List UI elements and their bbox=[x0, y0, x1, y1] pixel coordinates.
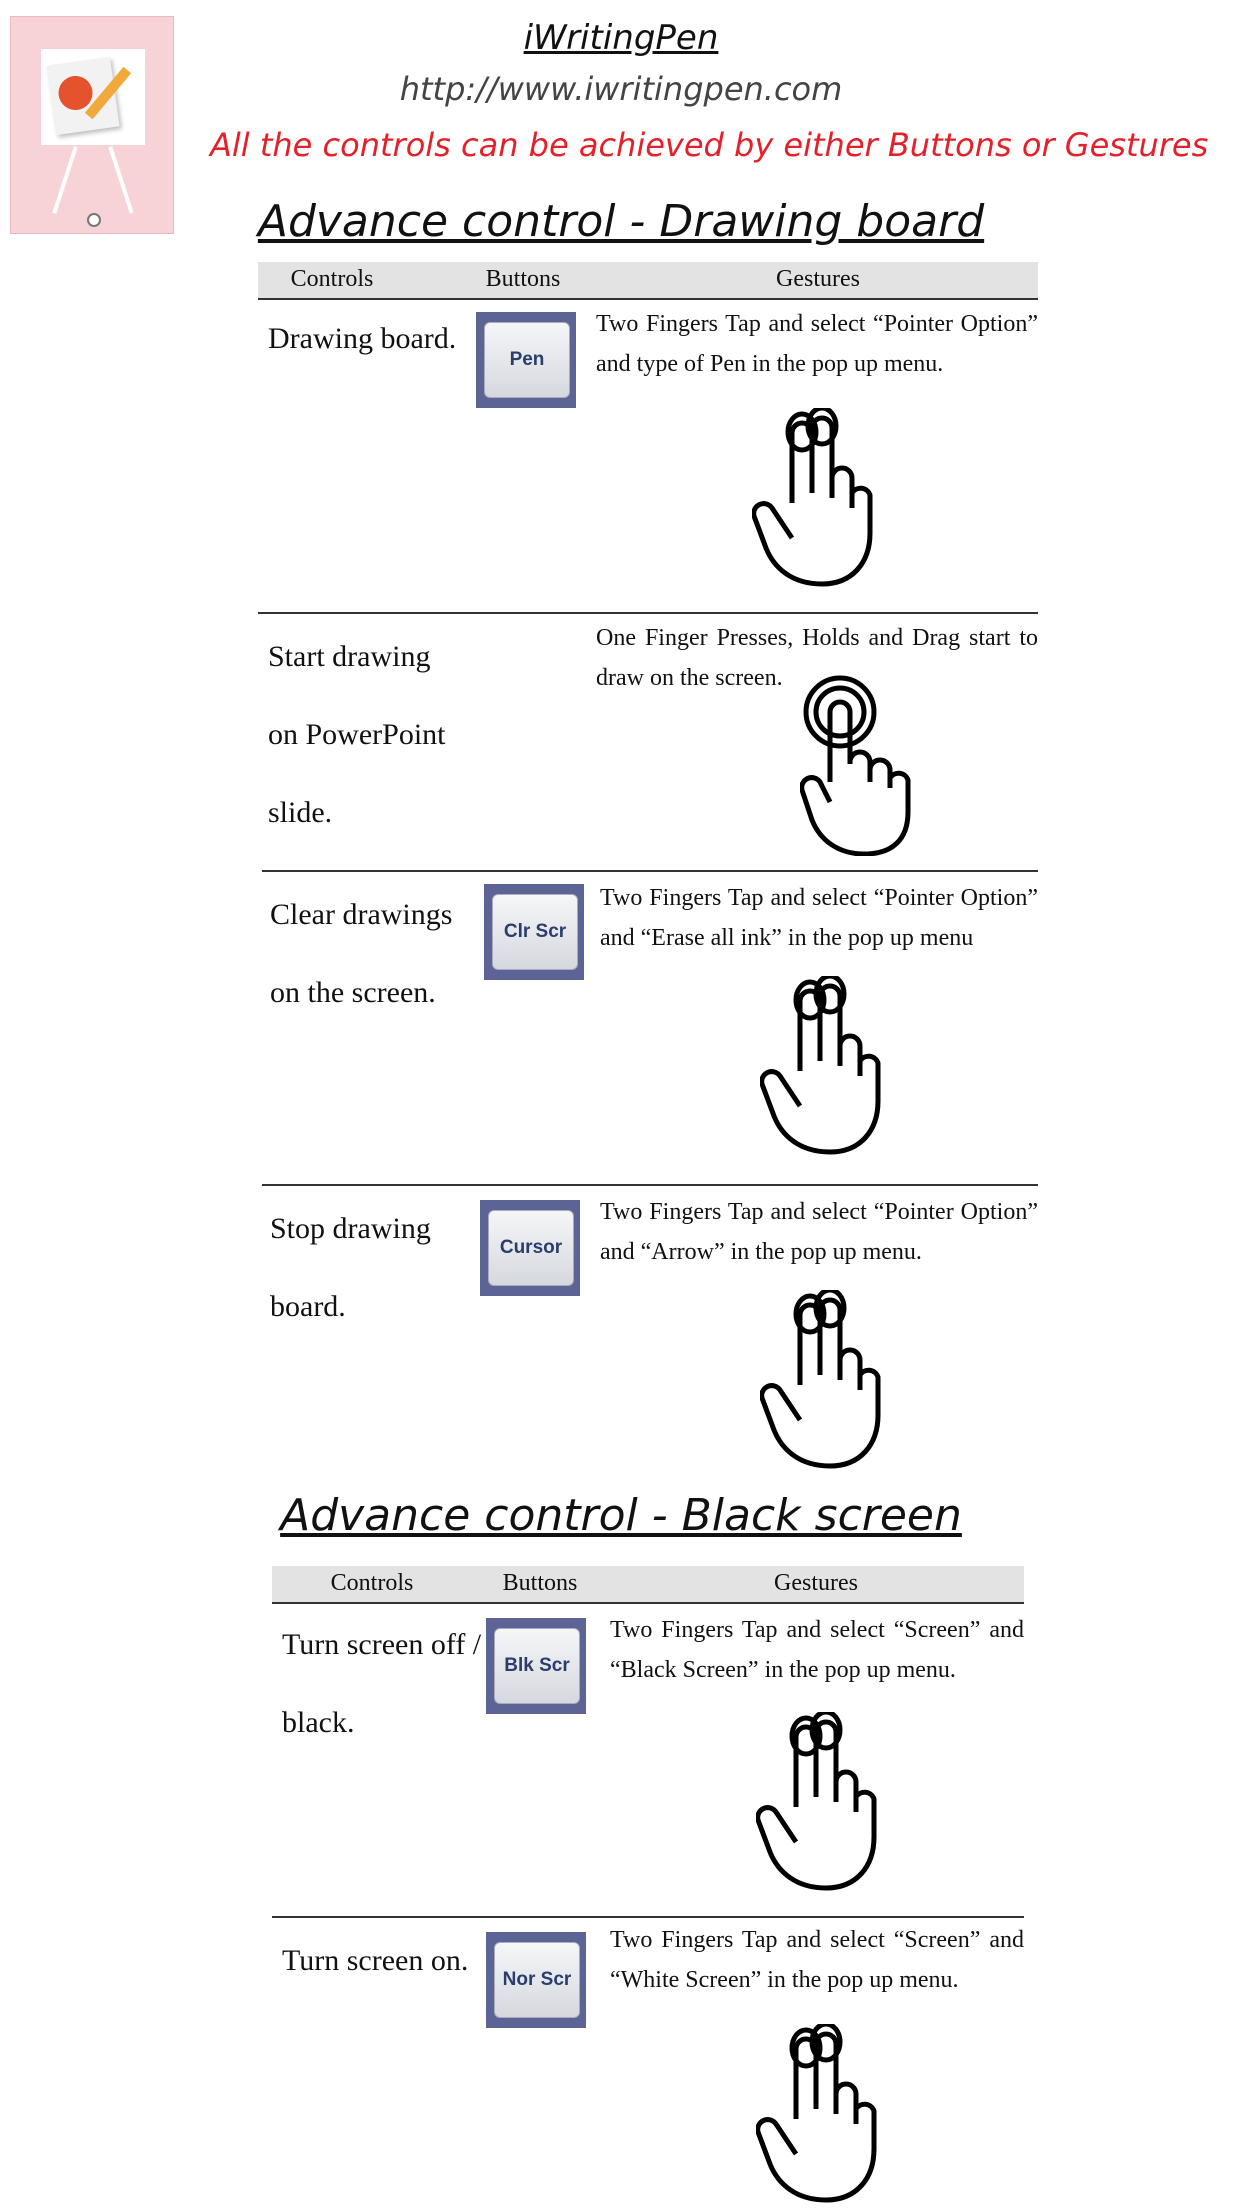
two-finger-tap-icon bbox=[752, 408, 882, 588]
gesture-description: Two Fingers Tap and select “Pointer Option” and type of Pen in the pop up menu. bbox=[596, 311, 1038, 377]
control-label: Stop drawing board. bbox=[270, 1212, 431, 1323]
column-header-buttons: Buttons bbox=[485, 266, 561, 292]
table-header bbox=[272, 1566, 1024, 1604]
column-header-buttons: Buttons bbox=[502, 1570, 578, 1596]
gesture-description: Two Fingers Tap and select “Pointer Option” and “Arrow” in the pop up menu. bbox=[600, 1199, 1038, 1265]
tagline: All the controls can be achieved by either Buttons or Gestures bbox=[210, 126, 1209, 164]
site-url[interactable]: http://www.iwritingpen.com bbox=[399, 70, 843, 108]
clear-screen-button[interactable]: Clr Scr bbox=[484, 884, 584, 980]
control-label: Turn screen on. bbox=[282, 1944, 469, 1977]
black-screen-button[interactable]: Blk Scr bbox=[486, 1618, 586, 1714]
column-header-controls: Controls bbox=[330, 1570, 414, 1596]
table-header bbox=[258, 262, 1038, 300]
one-finger-press-icon bbox=[800, 672, 920, 856]
gesture-description: One Finger Presses, Holds and Drag start to draw on the screen. bbox=[596, 625, 1038, 691]
gesture-description: Two Fingers Tap and select “Screen” and “Black Screen” in the pop up menu. bbox=[610, 1617, 1024, 1683]
two-finger-tap-icon bbox=[760, 1290, 890, 1470]
control-label: Turn screen off / black. bbox=[282, 1628, 482, 1739]
normal-screen-button[interactable]: Nor Scr bbox=[486, 1932, 586, 2028]
control-label: Start drawing on PowerPoint slide. bbox=[268, 640, 446, 829]
column-header-gestures: Gestures bbox=[774, 1570, 858, 1596]
section-heading-black-screen: Advance control - Black screen bbox=[280, 1490, 962, 1541]
pen-button[interactable]: Pen bbox=[476, 312, 576, 408]
cursor-button[interactable]: Cursor bbox=[480, 1200, 580, 1296]
gesture-description: Two Fingers Tap and select “Pointer Option” and “Erase all ink” in the pop up menu bbox=[600, 885, 1038, 951]
column-header-controls: Controls bbox=[290, 266, 374, 292]
gesture-description: Two Fingers Tap and select “Screen” and “White Screen” in the pop up menu. bbox=[610, 1927, 1024, 1993]
section-heading-drawing-board: Advance control - Drawing board bbox=[257, 196, 985, 247]
two-finger-tap-icon bbox=[756, 2024, 886, 2204]
two-finger-tap-icon bbox=[756, 1712, 886, 1892]
two-finger-tap-icon bbox=[760, 976, 890, 1156]
control-label: Clear drawings on the screen. bbox=[270, 898, 453, 1009]
page-title: iWritingPen bbox=[523, 18, 719, 58]
column-header-gestures: Gestures bbox=[776, 266, 860, 292]
control-label: Drawing board. bbox=[268, 322, 457, 355]
